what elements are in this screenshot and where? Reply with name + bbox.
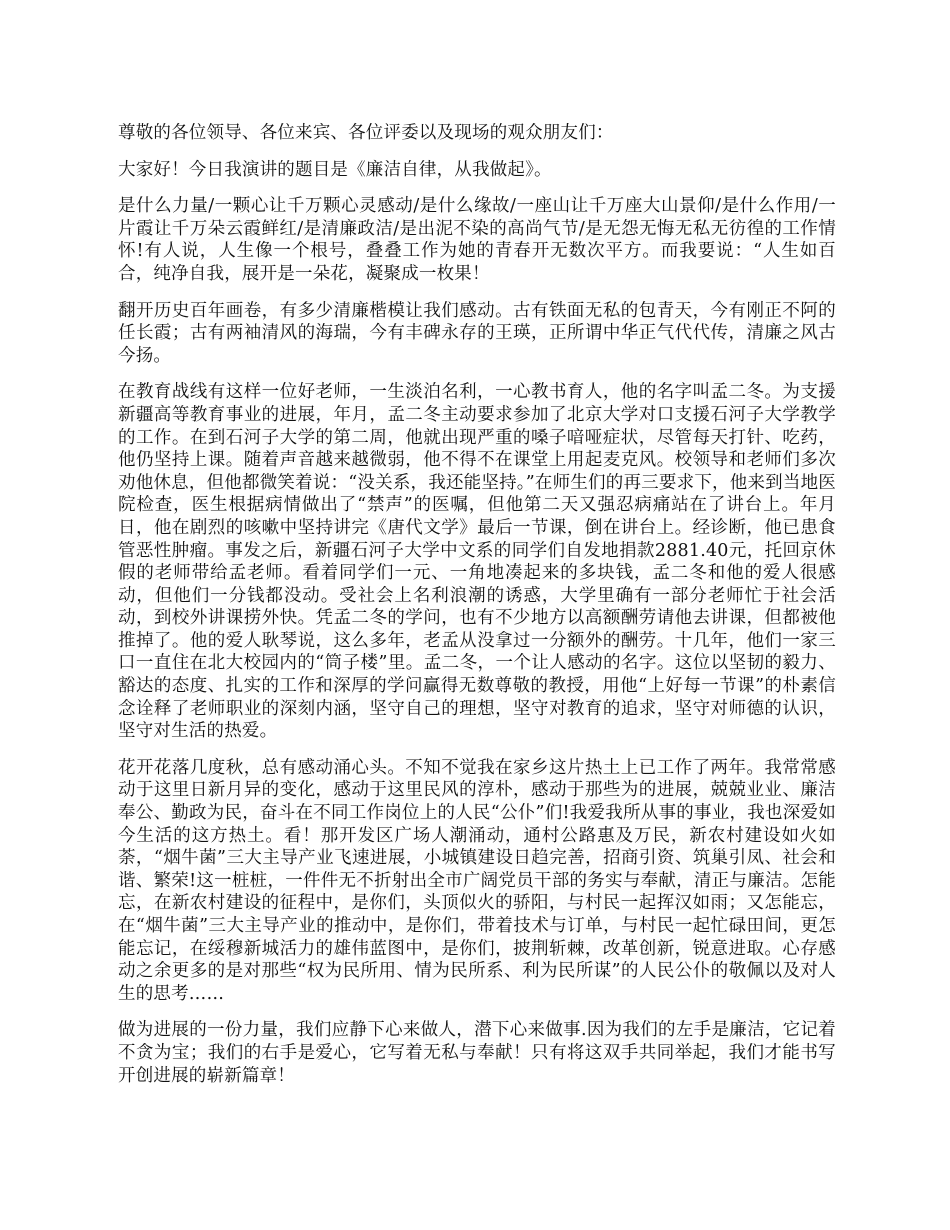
paragraph-salutation: 尊敬的各位领导、各位来宾、各位评委以及现场的观众朋友们：	[118, 123, 614, 143]
paragraph-hometown: 花开花落几度秋，总有感动涌心头。不知不觉我在家乡这片热土上已工作了两年。我常常感动于这里日新月异的变化，感动于这里民风的淳朴，感动于那些为的进展，兢兢业业、廉洁奉公、勤政为民，奋斗在不同工作岗位上的人民“公仆”们!我爱我所从事的事业，我也深爱如今生活的这方热土。看！那开发区广场人潮涌动，通村公路惠及万民，新农村建设如火如荼，“烟牛菌”三大主导产业飞速进展，小城镇建设日趋完善，招商引资、筑巢引凤、社会和谐、繁荣!这一桩桩，一件件无不折射出全市广阔党员干部的务实与奉献，清正与廉洁。怎能忘，在新农村建设的征程中，是你们，头顶似火的骄阳，与村民一起挥汉如雨；又怎能忘，在“烟牛菌”三大主导产业的推动中，是你们，带着技术与订单，与村民一起忙碌田间，更怎能忘记，在绥穆新城活力的雄伟蓝图中，是你们，披荆斩棘，改革创新，锐意进取。心存感动之余更多的是对那些“权为民所用、情为民所系、利为民所谋”的人民公仆的敬佩以及对人生的思考……	[118, 757, 836, 1004]
paragraph-history: 翻开历史百年画卷，有多少清廉楷模让我们感动。古有铁面无私的包青天，今有刚正不阿的任长霞；古有两袖清风的海瑞，今有丰碑永存的王瑛，正所谓中华正气代代传，清廉之风古今扬。	[118, 300, 836, 366]
paragraph-conclusion: 做为进展的一份力量，我们应静下心来做人，潜下心来做事.因为我们的左手是廉洁，它记着不贪为宝；我们的右手是爱心，它写着无私与奉献！只有将这双手共同举起，我们才能书写开创进展的崭新篇章！	[118, 1020, 836, 1086]
paragraph-teacher-story: 在教育战线有这样一位好老师，一生淡泊名利，一心教书育人，他的名字叫孟二冬。为支援新疆高等教育事业的进展，年月，孟二冬主动要求参加了北京大学对口支援石河子大学教学的工作。在到石河子大学的第二周，他就出现严重的嗓子喑哑症状，尽管每天打针、吃药，他仍坚持上课。随着声音越来越微弱，他不得不在课堂上用起麦克风。校领导和老师们多次劝他休息，但他都微笑着说：“没关系，我还能坚持。”在师生们的再三要求下，他来到当地医院检查，医生根据病情做出了“禁声”的医嘱，但他第二天又强忍病痛站在了讲台上。年月日，他在剧烈的咳嗽中坚持讲完《唐代文学》最后一节课，倒在讲台上。经诊断，他已患食管恶性肿瘤。事发之后，新疆石河子大学中文系的同学们自发地捐款2881.40元，托回京休假的老师带给孟老师。看着同学们一元、一角地凑起来的多块钱，孟二冬和他的爱人很感动，但他们一分钱都没动。受社会上名利浪潮的诱惑，大学里确有一部分老师忙于社会活动，到校外讲课捞外快。凭孟二冬的学问，也有不少地方以高额酬劳请他去讲课，但都被他推掉了。他的爱人耿琴说，这么多年，老孟从没拿过一分额外的酬劳。十几年，他们一家三口一直住在北大校园内的“筒子楼”里。孟二冬，一个让人感动的名字。这位以坚韧的毅力、豁达的态度、扎实的工作和深厚的学问赢得无数尊敬的教授，用他“上好每一节课”的朴素信念诠释了老师职业的深刻内涵，坚守自己的理想，坚守对教育的追求，坚守对师德的认识，坚守对生活的热爱。	[118, 382, 836, 742]
speech-document	[118, 122, 836, 1101]
paragraph-greeting: 大家好！今日我演讲的题目是《廉洁自律，从我做起》。	[118, 159, 552, 180]
paragraph-introduction: 是什么力量/一颗心让千万颗心灵感动/是什么缘故/一座山让千万座大山景仰/是什么作用/一片霞让千万朵云霞鲜红/是清廉政洁/是出泥不染的高尚气节/是无怨无悔无私无彷徨的工作情怀!有人说，人生像一个根号，叠叠工作为她的青春开无数次平方。而我要说：“人生如百合，纯净自我，展开是一朵花，凝聚成一枚果！	[118, 196, 836, 284]
